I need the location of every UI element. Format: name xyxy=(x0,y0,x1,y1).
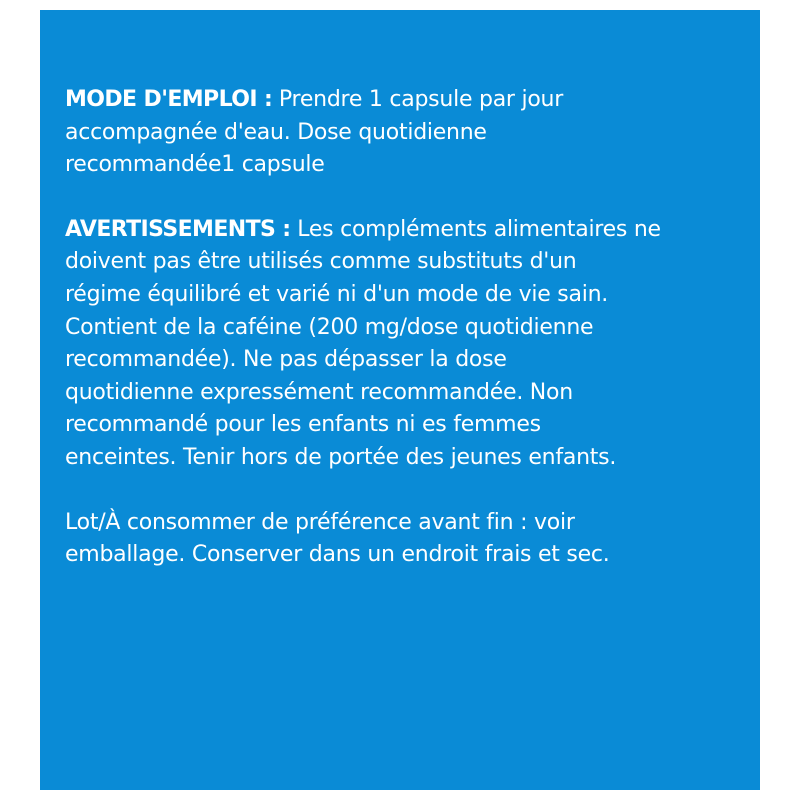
storage-line: Lot/À consommer de préférence avant fin : voir xyxy=(65,509,575,535)
usage-line: Prendre 1 capsule par jour xyxy=(278,87,564,112)
warnings-line: Les compléments alimentaires ne xyxy=(297,216,661,242)
warnings-line: quotidienne expressément recommandée. Non xyxy=(65,379,573,405)
warnings-line: enceintes. Tenir hors de portée des jeunes enfants. xyxy=(65,444,617,470)
usage-line: accompagnée d'eau. Dose quotidienne xyxy=(65,119,487,145)
usage-label: MODE D'EMPLOI : xyxy=(65,87,273,112)
warnings-line: recommandée). Ne pas dépasser la dose xyxy=(65,347,507,373)
product-info-panel xyxy=(40,10,760,790)
warnings xyxy=(65,214,736,475)
warnings-line: doivent pas être utilisés comme substituts d'un xyxy=(65,249,577,275)
warnings-label: AVERTISSEMENTS : xyxy=(65,216,291,242)
storage-line: emballage. Conserver dans un endroit frais et sec. xyxy=(65,542,610,568)
usage-instructions xyxy=(65,84,736,182)
warnings-line: Contient de la caféine (200 mg/dose quotidienne xyxy=(65,314,594,340)
warnings-line: recommandé pour les enfants ni es femmes xyxy=(65,412,541,438)
usage-line: recommandée1 capsule xyxy=(65,152,325,178)
storage-info xyxy=(65,507,736,572)
warnings-line: régime équilibré et varié ni d'un mode de vie sain. xyxy=(65,281,609,307)
